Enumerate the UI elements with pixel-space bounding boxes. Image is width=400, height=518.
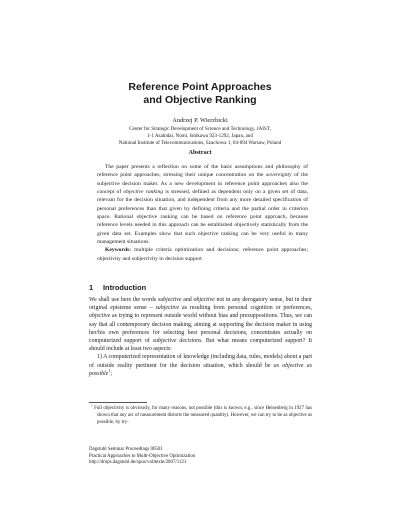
keywords-text: multiple criteria optimization and decisions; reference point approaches; objectivity and subjectivity in decision support <box>97 247 308 262</box>
keywords-label: Keywords: <box>105 247 132 254</box>
footnote-ref[interactable]: 1 <box>108 367 111 373</box>
abstract-text: of the subjective decision maker. As a new development in reference point approaches also the concept of <box>97 172 308 196</box>
body-text-run: not in any derogatory sense, but in their original episteme sense – <box>89 297 313 312</box>
abstract-text: The paper presents a reflection on some of the basic assumptions and philosophy of reference point approaches, stressing their unique concentration on the <box>97 164 308 179</box>
body-emphasis: objective <box>193 297 215 303</box>
affiliation-line-1: Center for Strategic Development of Science and Technology, JAIST, <box>129 126 271 132</box>
body-text-run: ; <box>110 370 113 377</box>
abstract-text: is stressed, defined as dependent only on a given set of data, relevant for the decision situation, and independent from any more detailed specification of personal preferences than that given by defining criteria and the partial order in criterion space. Rational objective ranking can be based on reference point approach, because reference levels needed in this approach can be established objectively statistically from the given data set. Examples show that such objective ranking can be very useful in many management situations. <box>97 189 308 246</box>
footnote-mark: 1 <box>91 403 93 408</box>
title-line-1: Reference Point Approaches <box>128 81 272 93</box>
body-text-run: 1) A computerized representation of knowledge (including data, rules, models) about a part of outside reality pertinent for the decision situation, which should be <box>89 354 312 369</box>
author-affiliation <box>60 126 340 148</box>
footnote-divider <box>89 402 147 403</box>
body-emphasis: subjective <box>157 297 182 303</box>
body-text-run: as resulting from personal cognition or preferences, <box>179 305 312 312</box>
body-text-run: and <box>181 297 194 303</box>
body-emphasis: objective <box>89 313 111 320</box>
title-line-2: and Objective Ranking <box>143 94 257 106</box>
page-footer <box>89 447 312 467</box>
body-text-run: But what means computerized support? It should include at least two aspects: <box>89 338 312 353</box>
abstract-heading: Abstract <box>188 149 212 156</box>
footnote-text: Full objectivity is obviously, for many reasons, not possible (this is known, e.g., since Heisenberg in 1927 has shown that any act of measurement distorts the measured quantity). However, we can try to be as objective as possible, by try- <box>92 406 312 426</box>
body-paragraph-1 <box>89 296 312 353</box>
footnote-paragraph <box>89 405 312 427</box>
affiliation-line-2: 1-1 Asahidai, Nomi, Ishikawa 923-1292, Japan, and <box>147 133 253 140</box>
section-number: 1 <box>89 283 94 292</box>
body-text <box>89 296 312 378</box>
abstract-paragraph <box>97 163 308 246</box>
section-heading <box>89 283 146 292</box>
footer-series: Practical Approaches to Multi-Objective Optimization <box>89 453 196 459</box>
abstract-emphasis: objective ranking <box>123 189 164 196</box>
footnote <box>89 405 312 427</box>
abstract-body <box>97 163 308 263</box>
footer-proceedings: Dagstuhl Seminar Proceedings 06501 <box>89 447 163 452</box>
body-text-run: as trying to represent outside world without bias and presuppositions. Thus, we can say that all contemporary decision making, aiming at supporting the decision maker in using her/his own preferences for selecting best personal decisions, concentrates actually on computerized support of <box>89 313 312 345</box>
paper-title <box>0 81 400 107</box>
abstract-emphasis: sovereignty <box>265 172 292 179</box>
body-emphasis: as objective as possible <box>89 362 312 377</box>
author-name: Andrzej P. Wierzbicki <box>172 117 228 124</box>
affiliation-line-3: National Institute of Telecommunications, Szachowa 1, 04-894 Warsaw, Poland <box>118 140 282 147</box>
section-title: Introduction <box>103 283 147 292</box>
body-paragraph-2 <box>89 353 312 378</box>
body-text-run: We shall use here the words <box>89 297 158 303</box>
body-emphasis: subjective decisions. <box>152 338 203 345</box>
body-emphasis: subjective <box>155 305 180 312</box>
footer-url-link[interactable]: http://drops.dagstuhl.de/opus/volltexte/2007/1121 <box>89 460 187 466</box>
keywords-paragraph <box>97 246 308 263</box>
